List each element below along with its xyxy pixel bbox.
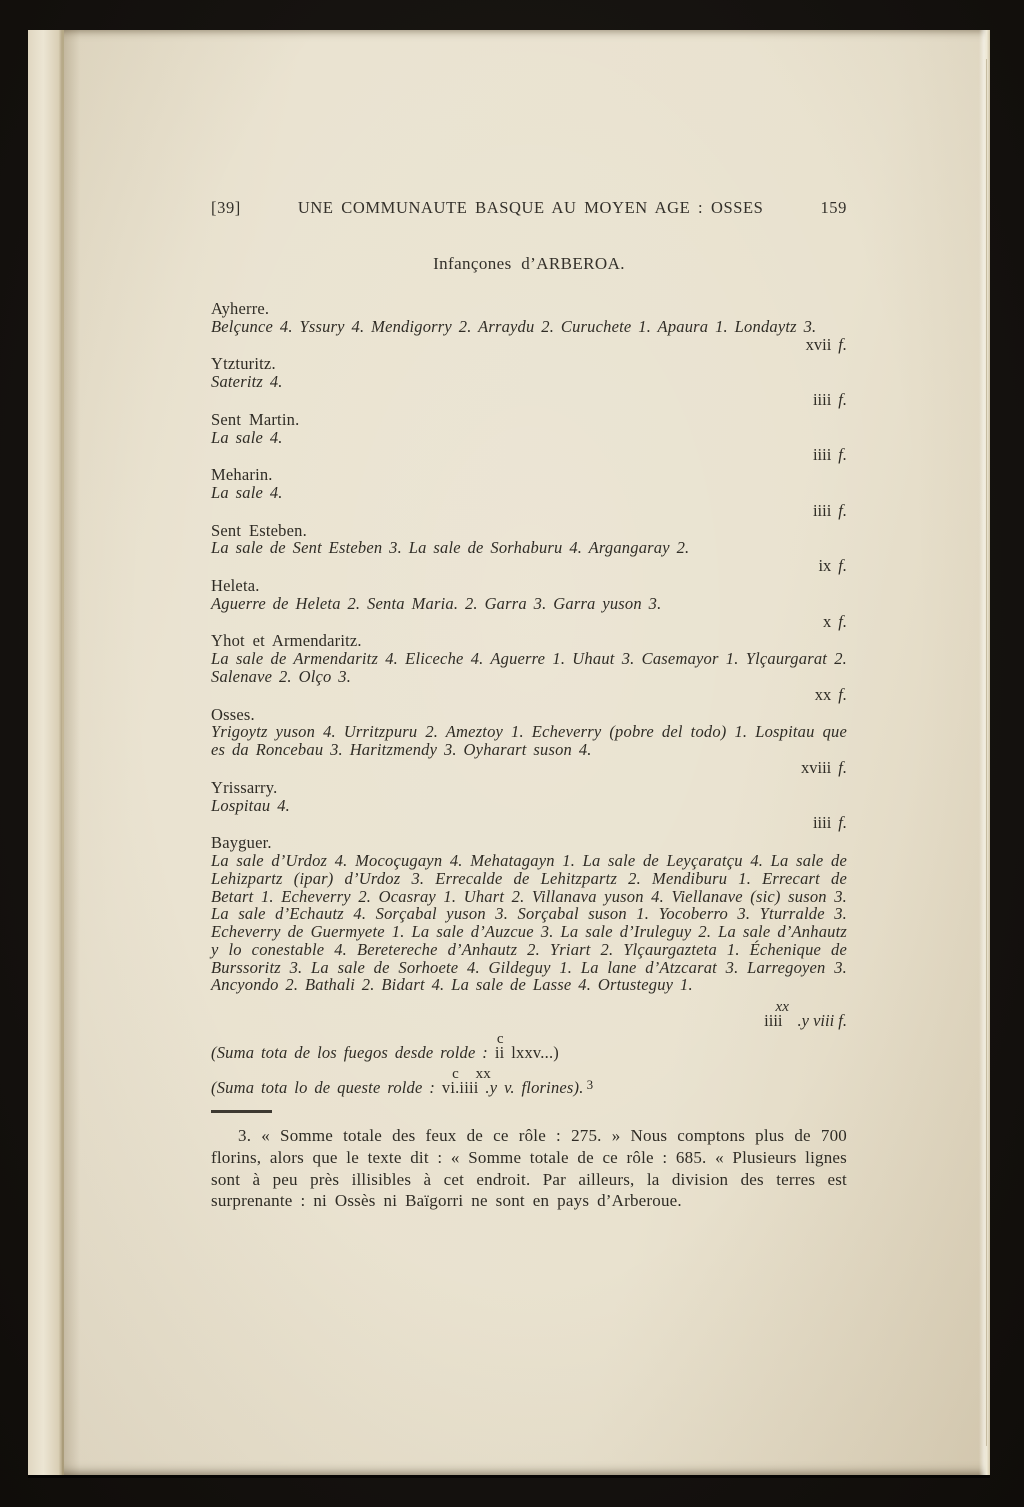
footnote-reference: 3 <box>586 1077 594 1093</box>
amount-numeral: x <box>823 611 832 631</box>
section-title: Infançones d’ARBEROA. <box>433 254 625 273</box>
sum-lines <box>211 1030 847 1097</box>
sum-rest: lxxv...) <box>504 1043 559 1063</box>
margin-reference: [39] <box>211 198 241 217</box>
amount-line <box>211 391 847 409</box>
household-entry: La sale 4. <box>211 427 283 447</box>
stacked-numeral <box>441 1066 459 1098</box>
numeral-base: ii <box>494 1043 505 1063</box>
amount-unit: f. <box>838 445 847 465</box>
stacked-numeral <box>494 1031 505 1063</box>
footnote-rule <box>211 1110 272 1113</box>
page-fold-shadow <box>64 30 80 1475</box>
running-title: UNE COMMUNAUTE BASQUE AU MOYEN AGE : OSSES <box>297 198 764 217</box>
household-entry: Aguerre de Heleta 2. Senta Maria. 2. Garra 3. Garra yuson 3. <box>211 593 662 613</box>
place-heading: Yhot et Armendaritz. <box>211 631 362 651</box>
amount-numeral: iiii <box>812 445 832 465</box>
place-heading: Osses. <box>211 704 255 724</box>
page-gutter-edge <box>28 30 62 1475</box>
amount-line <box>211 814 847 832</box>
household-entry: Lospitau 4. <box>211 795 290 815</box>
place-heading: Ayherre. <box>211 299 270 318</box>
household-entry: La sale de Sent Esteben 3. La sale de Sorhaburu 4. Argangaray 2. <box>211 538 690 558</box>
amount-unit: f. <box>838 556 847 576</box>
sum-prefix: (Suma tota lo de queste rolde : <box>211 1078 442 1098</box>
amount-unit: f. <box>838 389 847 409</box>
amount-line-stacked <box>211 999 847 1031</box>
footnote-text: 3. « Somme totale des feux de ce rôle : 275. » Nous comptons plus de 700 florins, alors que le texte dit : « Somme totale de ce rôle : 685. « Plusieurs lignes sont à peu près illisibles à cet endroit. Par ailleurs, la division des terres est surprenante : ni Ossès ni Baïgorri ne sont en pays d’Arberoue. <box>211 1126 847 1211</box>
amount-unit: f. <box>838 813 847 833</box>
sum-prefix: (Suma tota de los fuegos desde rolde : <box>211 1043 495 1063</box>
amount-line <box>211 613 847 631</box>
amount-line <box>211 446 847 464</box>
numeral-base: .iiii <box>455 1078 479 1098</box>
amount-line <box>211 686 847 704</box>
amount-line <box>211 557 847 575</box>
sections <box>211 300 847 1030</box>
superscript-c: c <box>452 1066 459 1083</box>
sum-line-florines <box>211 1062 847 1097</box>
household-entry: La sale d’Urdoz 4. Mocoçugayn 4. Mehatagayn 1. La sale de Leyçaratçu 4. La sale de Lehizpartz (ipar) d’Urdoz 3. Errecalde de Lehitzpartz 2. Mendiburu 1. Errecart de Betart 1. Echeverry 2. Ocasray 1. Uhart 2. Villanava yuson 4. Viellanave (sic) suson 3. La sale d’Echautz 4. Sorçabal yuson 3. Sorçabal suson 1. Yocoberro 3. Yturralde 3. Echeverry de Guermyete 1. La sale d’Auzcue 3. La sale d’Iruleguy 2. La sale d’Anhautz y lo conestable 4. Beretereche d’Anhautz 2. Yriart 2. Ylçaurgazteta 1. Échenique de Burssoritz 3. La sale de Sorhoete 4. Gildeguy 1. La lane d’Atzcarat 3. Larregoyen 3. Ancyondo 2. Bathali 2. Bidart 4. La sale de Lasse 4. Ortusteguy 1. <box>211 850 847 995</box>
superscript-xx: xx <box>775 999 789 1016</box>
text-block <box>211 198 847 1212</box>
amount-numeral: xviii <box>801 757 832 777</box>
place-heading: Meharin. <box>211 465 273 485</box>
sum-line-fuegos <box>211 1030 847 1062</box>
amount-unit: f. <box>838 611 847 631</box>
amount-line <box>211 502 847 520</box>
household-entry: Yrigoytz yuson 4. Urritzpuru 2. Ameztoy 1. Echeverry (pobre del todo) 1. Lospitau que es da Roncebau 3. Haritzmendy 3. Oyharart suson 4. <box>211 722 847 760</box>
amount-numeral: xx <box>814 684 832 704</box>
place-heading: Bayguer. <box>211 833 272 853</box>
amount-unit: f. <box>838 684 847 704</box>
amount-numeral: xvii <box>805 334 832 354</box>
amount-numeral: iiii <box>812 389 832 409</box>
household-entry: La sale 4. <box>211 482 283 502</box>
amount-numeral: iiii <box>812 813 832 833</box>
amount-unit: f. <box>838 757 847 777</box>
page-number: 159 <box>820 198 847 217</box>
running-header <box>211 198 847 218</box>
household-entry: La sale de Armendaritz 4. Eliceche 4. Aguerre 1. Uhaut 3. Casemayor 1. Ylçaurgarat 2. Salenave 2. Olço 3. <box>211 649 847 686</box>
amount-line <box>211 336 847 354</box>
amount-line <box>211 759 847 777</box>
household-entry: Belçunce 4. Yssury 4. Mendigorry 2. Arraydu 2. Curuchete 1. Apaura 1. Londaytz 3. <box>211 316 817 336</box>
stacked-numeral <box>455 1066 491 1098</box>
place-heading: Heleta. <box>211 575 260 595</box>
amount-unit: f. <box>838 334 847 354</box>
sum-rest: .y v. florines). <box>478 1078 584 1098</box>
footnote <box>211 1110 847 1212</box>
amount-numeral: ix <box>818 556 832 576</box>
place-heading: Ytzturitz. <box>211 354 276 374</box>
page-stack-edge <box>979 30 990 1475</box>
household-entry: Sateritz 4. <box>211 372 283 392</box>
amount-numeral: iiii <box>764 1011 783 1031</box>
superscript-c: c <box>496 1031 504 1048</box>
place-heading: Sent Martin. <box>211 409 300 429</box>
superscript-xx: xx <box>475 1066 491 1083</box>
numeral-base: vi <box>441 1078 456 1098</box>
stacked-numeral <box>764 999 789 1031</box>
amount-unit: f. <box>838 500 847 520</box>
amount-numeral: iiii <box>812 500 832 520</box>
amount-rest: .y viii f. <box>797 1011 847 1031</box>
book-page <box>28 30 990 1475</box>
place-heading: Sent Esteben. <box>211 520 307 540</box>
place-heading: Yrissarry. <box>211 777 278 797</box>
